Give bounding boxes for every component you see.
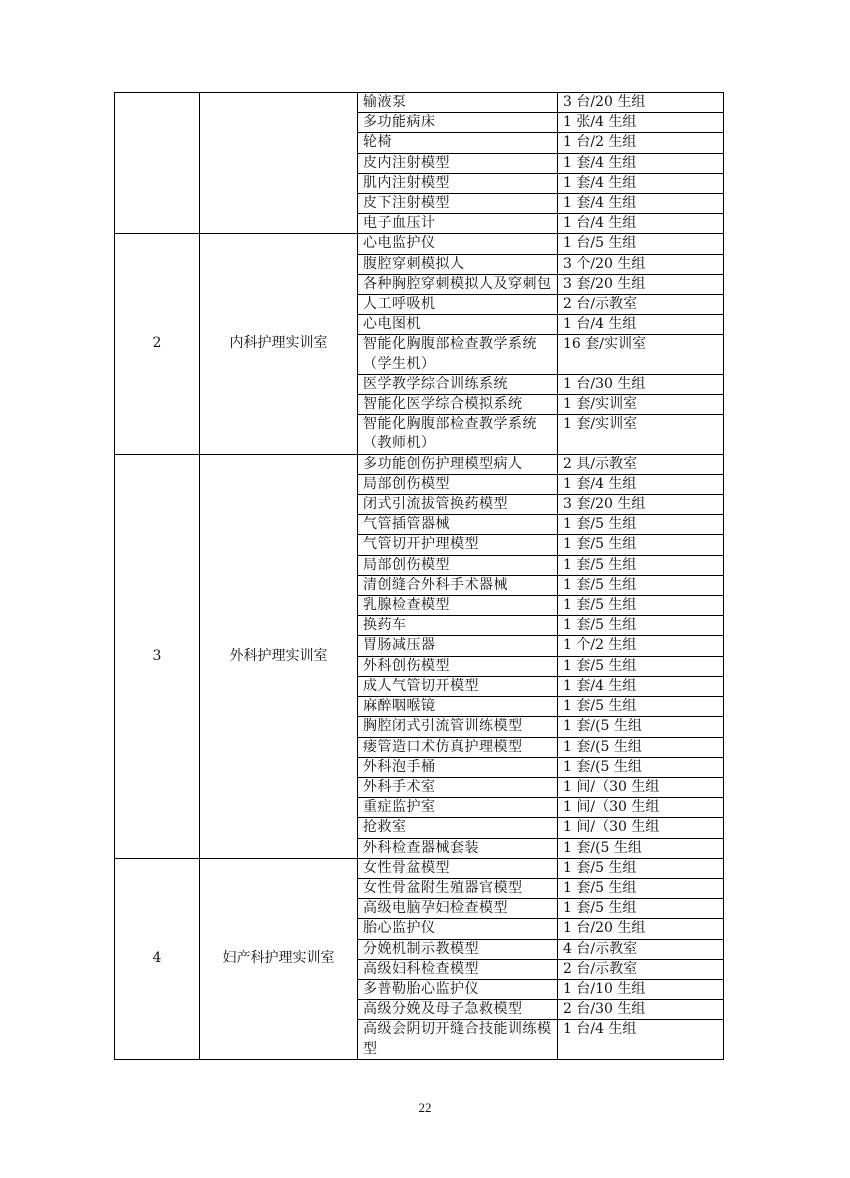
quantity-cell: 1 台/5 生组 bbox=[558, 234, 724, 254]
equipment-name-cell: 多普勒胎心监护仪 bbox=[358, 979, 558, 999]
equipment-name-cell: 重症监护室 bbox=[358, 798, 558, 818]
equipment-name-cell: 腹腔穿刺模拟人 bbox=[358, 254, 558, 274]
equipment-name-cell: 气管插管器械 bbox=[358, 515, 558, 535]
quantity-cell: 1 套/5 生组 bbox=[558, 616, 724, 636]
quantity-cell: 1 套/5 生组 bbox=[558, 899, 724, 919]
equipment-name-cell: 外科创伤模型 bbox=[358, 656, 558, 676]
quantity-cell: 1 间/（30 生组 bbox=[558, 798, 724, 818]
quantity-cell: 1 套/4 生组 bbox=[558, 474, 724, 494]
equipment-name-cell: 外科检查器械套装 bbox=[358, 838, 558, 858]
quantity-cell: 1 台/30 生组 bbox=[558, 374, 724, 394]
quantity-cell: 1 套/5 生组 bbox=[558, 575, 724, 595]
quantity-cell: 1 套/5 生组 bbox=[558, 555, 724, 575]
table-row bbox=[115, 234, 724, 254]
quantity-cell: 1 张/4 生组 bbox=[558, 113, 724, 133]
quantity-cell: 1 套/4 生组 bbox=[558, 676, 724, 696]
quantity-cell: 3 台/20 生组 bbox=[558, 93, 724, 113]
quantity-cell: 1 台/10 生组 bbox=[558, 979, 724, 999]
table-row bbox=[115, 858, 724, 878]
training-room-cell: 内科护理实训室 bbox=[200, 234, 358, 454]
equipment-name-cell: 麻醉咽喉镜 bbox=[358, 697, 558, 717]
quantity-cell: 3 套/20 生组 bbox=[558, 495, 724, 515]
quantity-cell: 1 套/5 生组 bbox=[558, 656, 724, 676]
training-room-cell: 外科护理实训室 bbox=[200, 454, 358, 858]
equipment-name-cell: 外科手术室 bbox=[358, 777, 558, 797]
quantity-cell: 1 套/(5 生组 bbox=[558, 757, 724, 777]
equipment-name-cell: 高级电脑孕妇检查模型 bbox=[358, 899, 558, 919]
equipment-name-cell: 智能化医学综合模拟系统 bbox=[358, 395, 558, 415]
quantity-cell: 3 套/20 生组 bbox=[558, 274, 724, 294]
quantity-cell: 1 套/(5 生组 bbox=[558, 737, 724, 757]
quantity-cell: 1 台/2 生组 bbox=[558, 133, 724, 153]
equipment-name-cell: 乳腺检查模型 bbox=[358, 596, 558, 616]
quantity-cell: 1 套/5 生组 bbox=[558, 878, 724, 898]
equipment-name-cell: 皮内注射模型 bbox=[358, 153, 558, 173]
equipment-name-cell: 局部创伤模型 bbox=[358, 474, 558, 494]
quantity-cell: 1 套/5 生组 bbox=[558, 596, 724, 616]
equipment-name-cell: 女性骨盆附生殖器官模型 bbox=[358, 878, 558, 898]
equipment-name-cell: 瘘管造口术仿真护理模型 bbox=[358, 737, 558, 757]
equipment-name-cell: 成人气管切开模型 bbox=[358, 676, 558, 696]
quantity-cell: 1 套/4 生组 bbox=[558, 173, 724, 193]
equipment-name-cell: 肌内注射模型 bbox=[358, 173, 558, 193]
equipment-name-cell: 医学教学综合训练系统 bbox=[358, 374, 558, 394]
quantity-cell: 1 台/4 生组 bbox=[558, 214, 724, 234]
equipment-name-cell: 心电图机 bbox=[358, 315, 558, 335]
equipment-name-cell: 清创缝合外科手术器械 bbox=[358, 575, 558, 595]
equipment-name-cell: 人工呼吸机 bbox=[358, 295, 558, 315]
equipment-name-cell: 电子血压计 bbox=[358, 214, 558, 234]
quantity-cell: 1 台/4 生组 bbox=[558, 1020, 724, 1059]
row-number-cell: 4 bbox=[115, 858, 200, 1059]
row-number-cell bbox=[115, 93, 200, 234]
quantity-cell: 1 套/5 生组 bbox=[558, 535, 724, 555]
equipment-name-cell: 局部创伤模型 bbox=[358, 555, 558, 575]
quantity-cell: 1 套/实训室 bbox=[558, 395, 724, 415]
table-row bbox=[115, 454, 724, 474]
equipment-name-cell: 智能化胸腹部检查教学系统（教师机） bbox=[358, 415, 558, 454]
table-row bbox=[115, 93, 724, 113]
quantity-cell: 1 套/4 生组 bbox=[558, 153, 724, 173]
equipment-name-cell: 气管切开护理模型 bbox=[358, 535, 558, 555]
equipment-name-cell: 多功能病床 bbox=[358, 113, 558, 133]
quantity-cell: 1 个/2 生组 bbox=[558, 636, 724, 656]
equipment-name-cell: 胃肠减压器 bbox=[358, 636, 558, 656]
equipment-name-cell: 高级分娩及母子急救模型 bbox=[358, 1000, 558, 1020]
equipment-name-cell: 胸腔闭式引流管训练模型 bbox=[358, 717, 558, 737]
equipment-name-cell: 抢救室 bbox=[358, 818, 558, 838]
equipment-name-cell: 高级会阴切开缝合技能训练模型 bbox=[358, 1020, 558, 1059]
quantity-cell: 1 间/（30 生组 bbox=[558, 777, 724, 797]
equipment-name-cell: 外科泡手桶 bbox=[358, 757, 558, 777]
equipment-name-cell: 各种胸腔穿刺模拟人及穿刺包 bbox=[358, 274, 558, 294]
quantity-cell: 1 套/(5 生组 bbox=[558, 717, 724, 737]
equipment-name-cell: 换药车 bbox=[358, 616, 558, 636]
equipment-name-cell: 皮下注射模型 bbox=[358, 194, 558, 214]
page-number: 22 bbox=[418, 1100, 432, 1115]
equipment-name-cell: 轮椅 bbox=[358, 133, 558, 153]
equipment-name-cell: 闭式引流拔管换药模型 bbox=[358, 495, 558, 515]
quantity-cell: 3 个/20 生组 bbox=[558, 254, 724, 274]
quantity-cell: 1 台/4 生组 bbox=[558, 315, 724, 335]
equipment-name-cell: 多功能创伤护理模型病人 bbox=[358, 454, 558, 474]
quantity-cell: 2 具/示教室 bbox=[558, 454, 724, 474]
training-room-cell: 妇产科护理实训室 bbox=[200, 858, 358, 1059]
equipment-name-cell: 分娩机制示教模型 bbox=[358, 939, 558, 959]
equipment-name-cell: 高级妇科检查模型 bbox=[358, 959, 558, 979]
quantity-cell: 2 台/示教室 bbox=[558, 295, 724, 315]
quantity-cell: 1 套/(5 生组 bbox=[558, 838, 724, 858]
quantity-cell: 2 台/示教室 bbox=[558, 959, 724, 979]
row-number-cell: 2 bbox=[115, 234, 200, 454]
equipment-table bbox=[114, 92, 724, 1060]
equipment-name-cell: 心电监护仪 bbox=[358, 234, 558, 254]
quantity-cell: 1 间/（30 生组 bbox=[558, 818, 724, 838]
quantity-cell: 2 台/30 生组 bbox=[558, 1000, 724, 1020]
row-number-cell: 3 bbox=[115, 454, 200, 858]
equipment-name-cell: 女性骨盆模型 bbox=[358, 858, 558, 878]
quantity-cell: 1 套/5 生组 bbox=[558, 697, 724, 717]
quantity-cell: 1 台/20 生组 bbox=[558, 919, 724, 939]
quantity-cell: 4 台/示教室 bbox=[558, 939, 724, 959]
quantity-cell: 16 套/实训室 bbox=[558, 335, 724, 374]
quantity-cell: 1 套/4 生组 bbox=[558, 194, 724, 214]
equipment-name-cell: 智能化胸腹部检查教学系统（学生机） bbox=[358, 335, 558, 374]
training-room-cell bbox=[200, 93, 358, 234]
equipment-name-cell: 胎心监护仪 bbox=[358, 919, 558, 939]
equipment-name-cell: 输液泵 bbox=[358, 93, 558, 113]
quantity-cell: 1 套/5 生组 bbox=[558, 515, 724, 535]
quantity-cell: 1 套/5 生组 bbox=[558, 858, 724, 878]
quantity-cell: 1 套/实训室 bbox=[558, 415, 724, 454]
